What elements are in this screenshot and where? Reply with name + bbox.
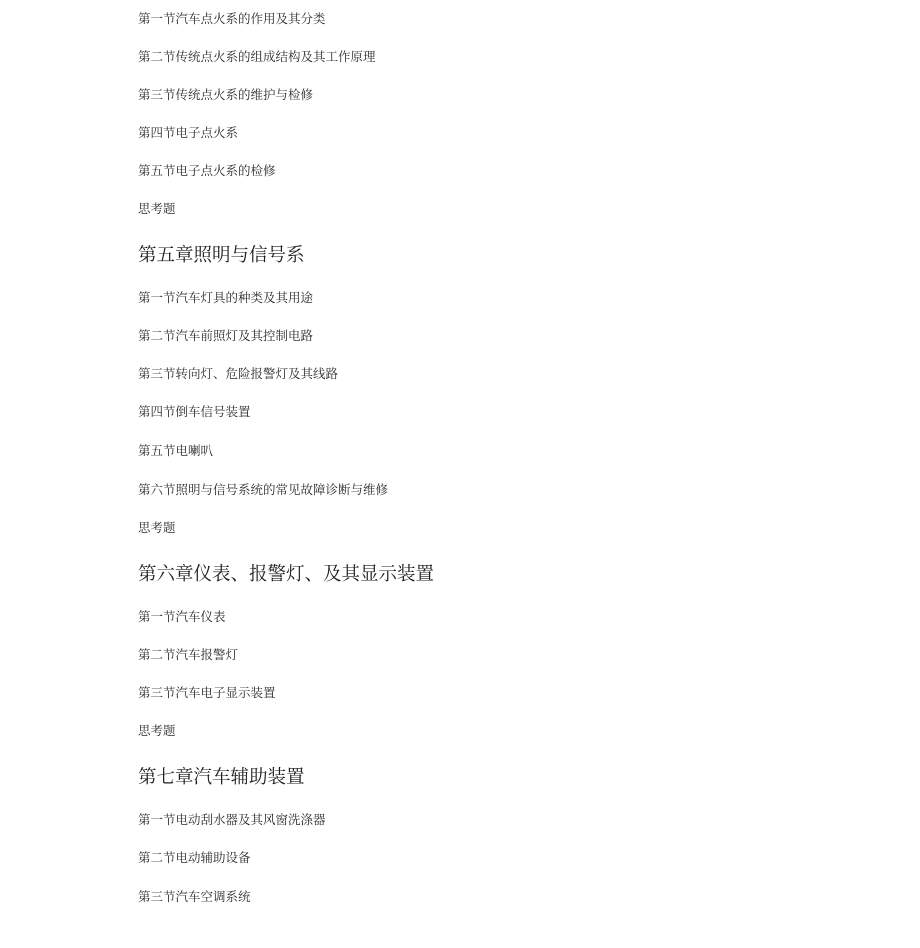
- toc-section-5-1: 第一节汽车灯具的种类及其用途: [138, 290, 314, 305]
- toc-section-5-3: 第三节转向灯、危险报警灯及其线路: [138, 366, 339, 381]
- toc-section-4-2: 第二节传统点火系的组成结构及其工作原理: [138, 49, 376, 64]
- toc-section-4-1: 第一节汽车点火系的作用及其分类: [138, 11, 326, 26]
- toc-section-5-2: 第二节汽车前照灯及其控制电路: [138, 328, 314, 343]
- toc-section-5-4: 第四节倒车信号装置: [138, 404, 251, 419]
- toc-section-5-questions: 思考题: [138, 520, 176, 535]
- toc-section-4-3: 第三节传统点火系的维护与检修: [138, 87, 314, 102]
- toc-section-4-questions: 思考题: [138, 201, 176, 216]
- toc-section-4-4: 第四节电子点火系: [138, 125, 239, 140]
- toc-chapter-6-title: 第六章仪表、报警灯、及其显示装置: [138, 564, 435, 585]
- toc-section-7-1: 第一节电动刮水器及其风窗洗涤器: [138, 812, 326, 827]
- toc-section-6-3: 第三节汽车电子显示装置: [138, 685, 276, 700]
- toc-section-7-3: 第三节汽车空调系统: [138, 889, 251, 904]
- toc-section-7-2: 第二节电动辅助设备: [138, 850, 251, 865]
- toc-section-5-6: 第六节照明与信号系统的常见故障诊断与维修: [138, 482, 389, 497]
- toc-chapter-5-title: 第五章照明与信号系: [138, 245, 305, 266]
- toc-section-6-1: 第一节汽车仪表: [138, 609, 226, 624]
- toc-section-6-2: 第二节汽车报警灯: [138, 647, 239, 662]
- toc-chapter-7-title: 第七章汽车辅助装置: [138, 767, 305, 788]
- toc-section-4-5: 第五节电子点火系的检修: [138, 163, 276, 178]
- toc-section-5-5: 第五节电喇叭: [138, 443, 214, 458]
- toc-section-6-questions: 思考题: [138, 723, 176, 738]
